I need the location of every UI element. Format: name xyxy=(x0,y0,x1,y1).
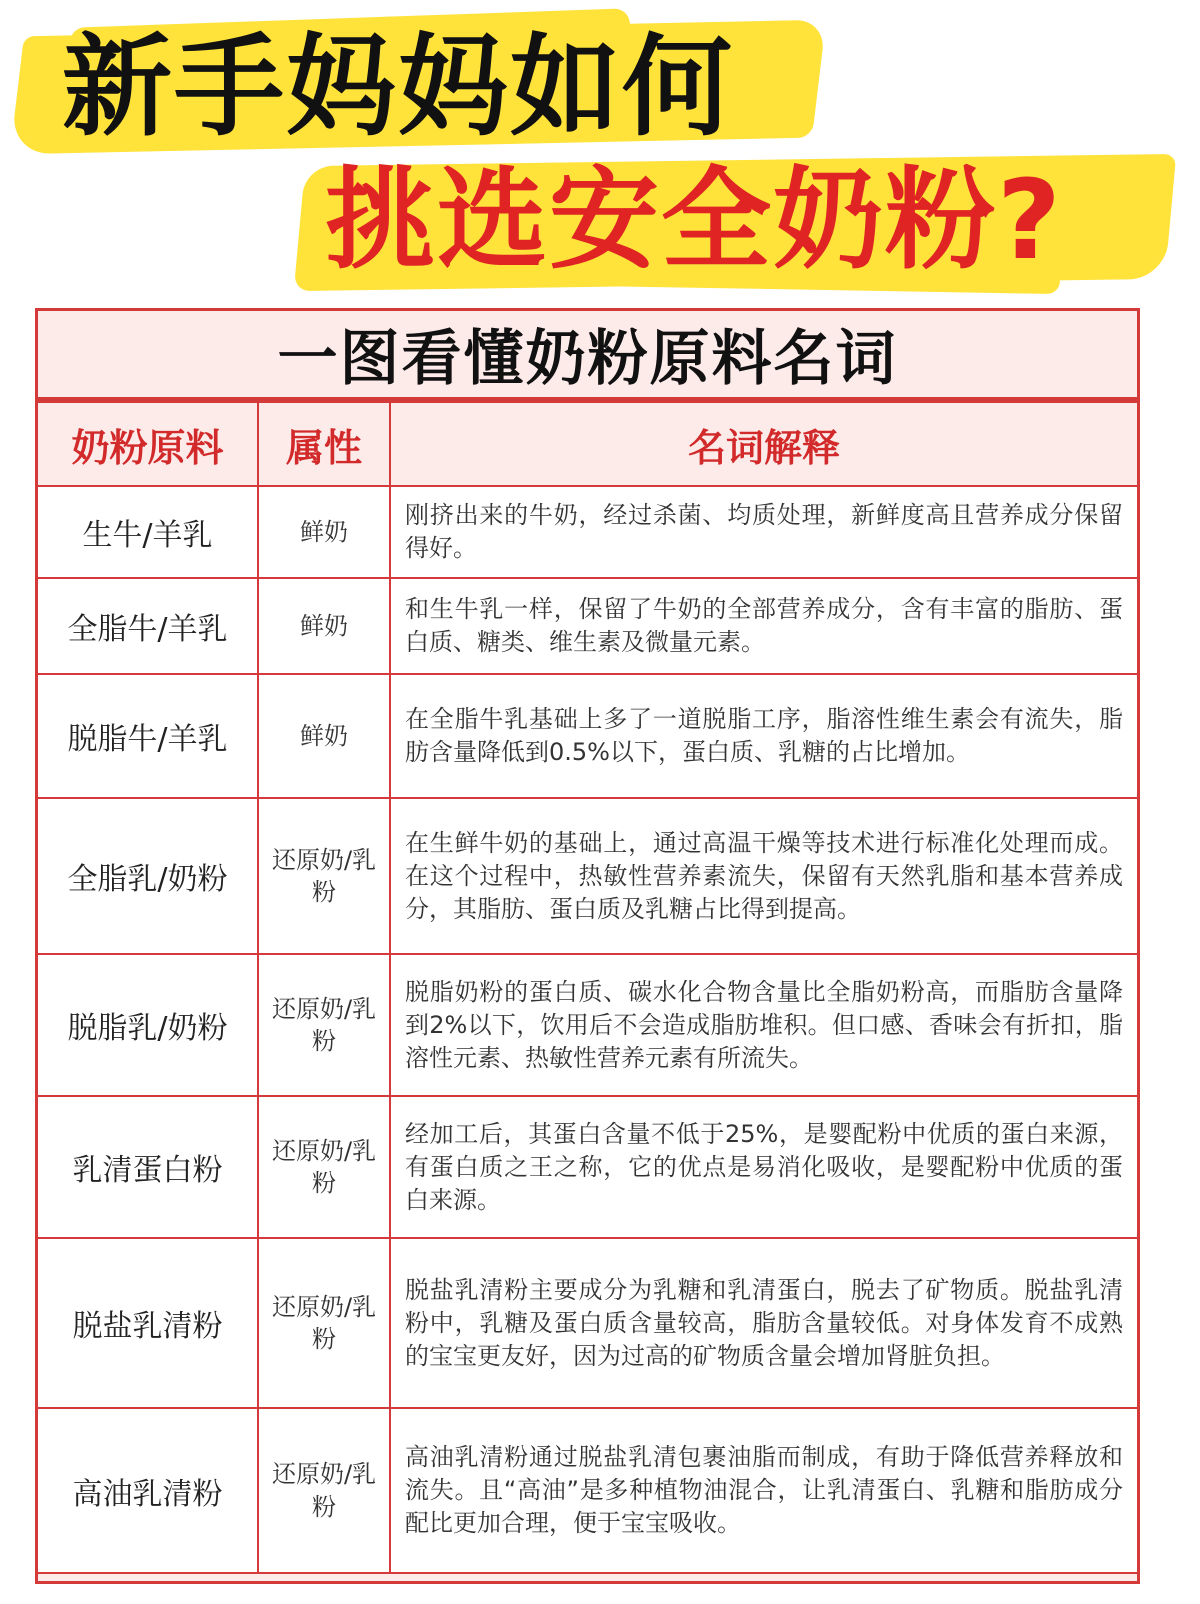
table-row xyxy=(38,578,1137,674)
ingredient-attribute: 还原奶/乳粉 xyxy=(258,1408,390,1573)
page-title-line-1: 新手妈妈如何 xyxy=(62,23,734,151)
ingredient-attribute: 还原奶/乳粉 xyxy=(258,798,390,954)
ingredient-explanation: 和生牛乳一样，保留了牛奶的全部营养成分，含有丰富的脂肪、蛋白质、糖类、维生素及微量元素。 xyxy=(390,578,1137,674)
ingredient-attribute: 还原奶/乳粉 xyxy=(258,954,390,1096)
ingredient-attribute: 鲜奶 xyxy=(258,486,390,578)
ingredient-explanation: 在生鲜牛奶的基础上，通过高温干燥等技术进行标准化处理而成。在这个过程中，热敏性营养素流失，保留有天然乳脂和基本营养成分，其脂肪、蛋白质及乳糖占比得到提高。 xyxy=(390,798,1137,954)
table-header-row xyxy=(38,402,1137,486)
table-row xyxy=(38,674,1137,798)
ingredient-name: 乳清蛋白粉 xyxy=(38,1096,258,1238)
table-row xyxy=(38,1408,1137,1573)
column-header-attribute: 属性 xyxy=(258,402,390,486)
ingredient-name: 脱脂牛/羊乳 xyxy=(38,674,258,798)
column-header-ingredient: 奶粉原料 xyxy=(38,402,258,486)
ingredient-name: 脱盐乳清粉 xyxy=(38,1238,258,1408)
table-heading: 一图看懂奶粉原料名词 xyxy=(277,324,898,394)
table-row xyxy=(38,798,1137,954)
ingredient-name: 全脂牛/羊乳 xyxy=(38,578,258,674)
table-row xyxy=(38,1238,1137,1408)
ingredient-name: 全脂乳/奶粉 xyxy=(38,798,258,954)
title-banner xyxy=(0,0,1200,300)
ingredient-explanation: 高油乳清粉通过脱盐乳清包裹油脂而制成，有助于降低营养释放和流失。且“高油”是多种植物油混合，让乳清蛋白、乳糖和脂肪成分配比更加合理，便于宝宝吸收。 xyxy=(390,1408,1137,1573)
table-row xyxy=(38,954,1137,1096)
ingredient-explanation: 经加工后，其蛋白含量不低于25%，是婴配粉中优质的蛋白来源，有蛋白质之王之称，它的优点是易消化吸收，是婴配粉中优质的蛋白来源。 xyxy=(390,1096,1137,1238)
ingredient-attribute: 还原奶/乳粉 xyxy=(258,1096,390,1238)
ingredient-explanation: 脱脂奶粉的蛋白质、碳水化合物含量比全脂奶粉高，而脂肪含量降到2%以下，饮用后不会造成脂肪堆积。但口感、香味会有折扣，脂溶性元素、热敏性营养元素有所流失。 xyxy=(390,954,1137,1096)
ingredient-name: 生牛/羊乳 xyxy=(38,486,258,578)
page-title-line-2: 挑选安全奶粉? xyxy=(325,156,1063,284)
table-heading-bar xyxy=(38,311,1137,401)
glossary-table xyxy=(38,401,1137,1574)
ingredient-name: 高油乳清粉 xyxy=(38,1408,258,1573)
glossary-table-card xyxy=(35,308,1140,1584)
ingredient-explanation: 脱盐乳清粉主要成分为乳糖和乳清蛋白，脱去了矿物质。脱盐乳清粉中，乳糖及蛋白质含量较高，脂肪含量较低。对身体发育不成熟的宝宝更友好，因为过高的矿物质含量会增加肾脏负担。 xyxy=(390,1238,1137,1408)
ingredient-attribute: 鲜奶 xyxy=(258,674,390,798)
table-row xyxy=(38,486,1137,578)
column-header-explanation: 名词解释 xyxy=(390,402,1137,486)
ingredient-explanation: 刚挤出来的牛奶，经过杀菌、均质处理，新鲜度高且营养成分保留得好。 xyxy=(390,486,1137,578)
ingredient-name: 脱脂乳/奶粉 xyxy=(38,954,258,1096)
table-row xyxy=(38,1096,1137,1238)
ingredient-attribute: 鲜奶 xyxy=(258,578,390,674)
ingredient-attribute: 还原奶/乳粉 xyxy=(258,1238,390,1408)
ingredient-explanation: 在全脂牛乳基础上多了一道脱脂工序，脂溶性维生素会有流失，脂肪含量降低到0.5%以下，蛋白质、乳糖的占比增加。 xyxy=(390,674,1137,798)
